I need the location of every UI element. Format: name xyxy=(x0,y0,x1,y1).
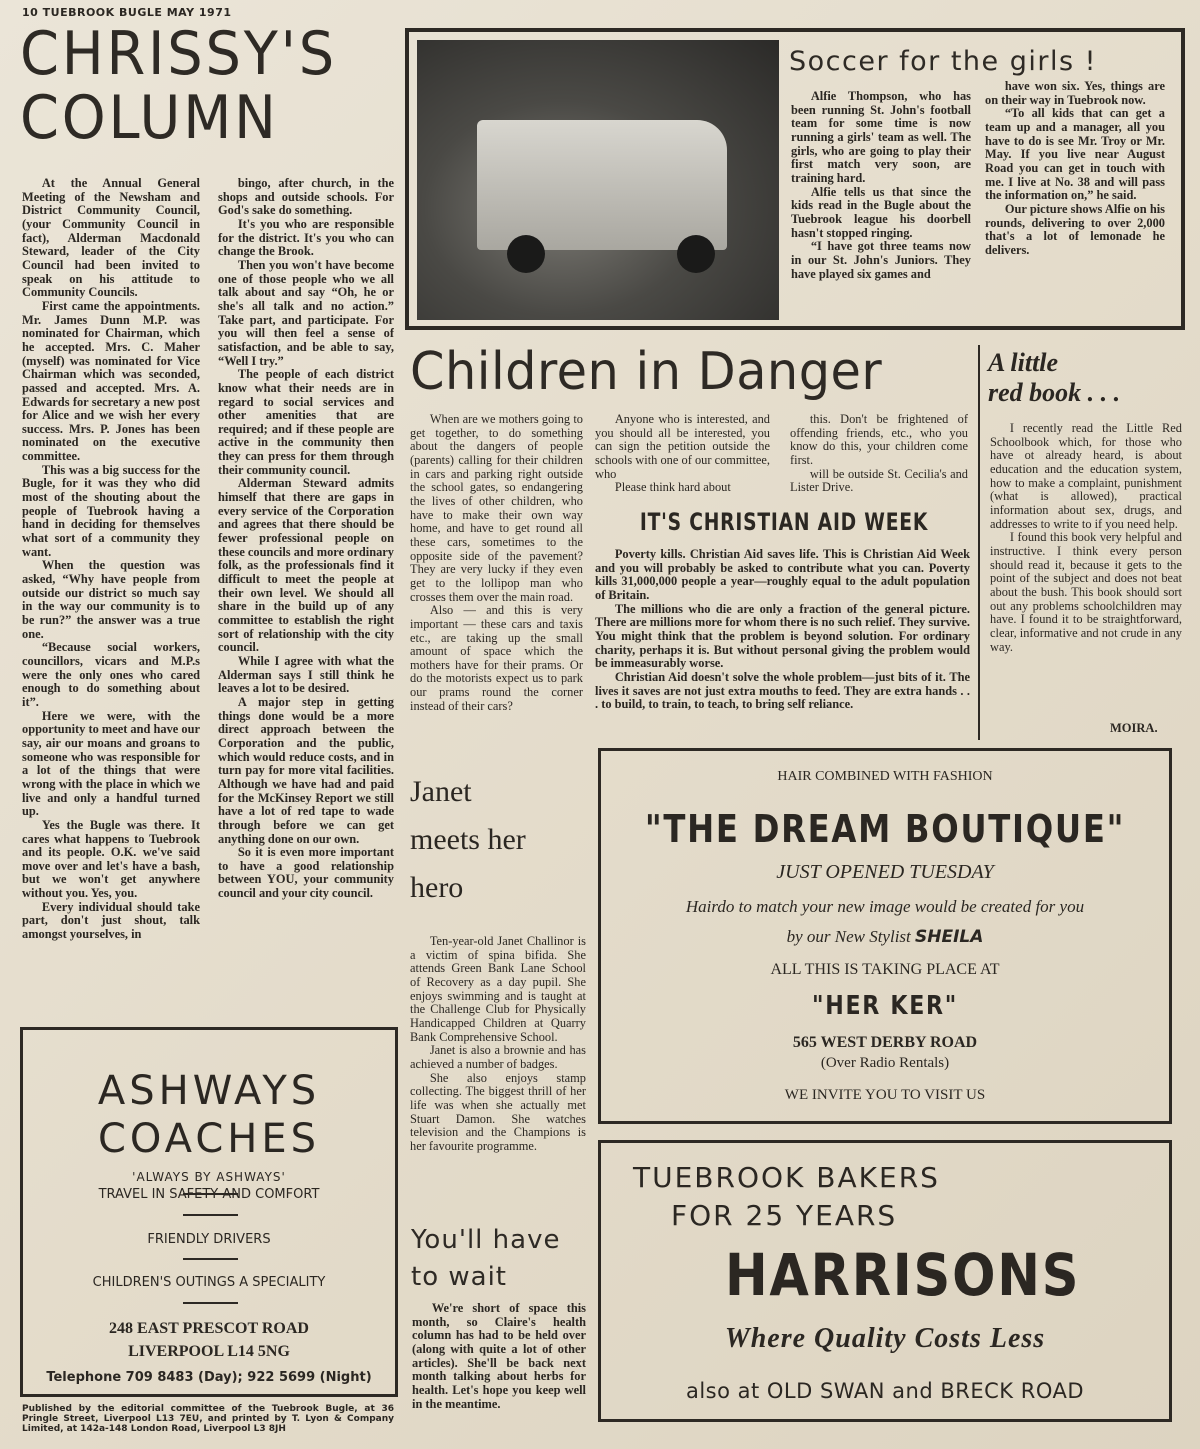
janet-body xyxy=(410,935,586,1215)
paragraph: “To all kids that can get a team up and a manager, all you have to do is see Mr. Troy or Mr. May. If you live near August Road you can get in touch with me. I live at No. 38 and will pass the information on,” he said. xyxy=(985,106,1165,203)
wait-title-2: to wait xyxy=(411,1262,507,1292)
ashways-line2: FRIENDLY DRIVERS xyxy=(147,1232,271,1247)
paragraph: A major step in getting things done would be a more direct approach between the Corporation and the public, which would reduce costs, and in turn pay for more vital facilities. Although we have had and paid for the McKinsey Report we still have a lot of red tape to wade through before we can get anything done on our own. xyxy=(218,694,394,846)
ashways-telephone: Telephone 709 8483 (Day); 922 5699 (Night) xyxy=(46,1370,372,1385)
ashways-name-2: COACHES xyxy=(97,1116,321,1162)
boutique-address-note: (Over Radio Rentals) xyxy=(820,1055,950,1071)
ashways-line1: TRAVEL IN SAFETY AND COMFORT xyxy=(98,1187,320,1202)
danger-col1 xyxy=(410,413,583,753)
red-book-title xyxy=(988,348,1120,408)
van-wheel xyxy=(507,235,545,273)
ashways-address1: 248 EAST PRESCOT ROAD xyxy=(109,1320,309,1337)
ashways-name-1: ASHWAYS xyxy=(97,1068,321,1114)
christian-aid-title: IT'S CHRISTIAN AID WEEK xyxy=(639,508,929,536)
wait-title xyxy=(411,1222,560,1296)
red-book-body xyxy=(990,422,1182,722)
paragraph: It's you who are responsible for the district. It's you who can change the Brook. xyxy=(218,216,394,259)
chrissy-title-line2: COLUMN xyxy=(20,83,279,153)
soccer-story-box xyxy=(405,28,1185,330)
paragraph: Then you won't have become one of those people who we all talk about and say “Oh, he or she's all talk and no action.” Take part, and participate. For you will then feel a sense of satisfaction, and be able to say, “Well I try.” xyxy=(218,257,394,368)
paragraph: will be outside St. Cecilia's and Lister Drive. xyxy=(790,466,968,495)
paragraph: I recently read the Little Red Schoolbook which, for those who have ot already heard, is about education and the education system, how to make a complaint, punishment (what is allowed), practical information about sex, drugs, and addresses to write to if you need help. xyxy=(990,422,1182,531)
chrissy-title xyxy=(20,19,337,153)
divider xyxy=(183,1258,238,1260)
paragraph: Poverty kills. Christian Aid saves life. This is Christian Aid Week and you will probably be asked to contribute what you can. Poverty kills 31,000,000 people a year—roughly equal to the adult population of Britain. xyxy=(595,548,970,602)
janet-title xyxy=(410,768,526,912)
paragraph: This was a big success for the Bugle, for it was they who did most of the shouting about the people of Tuebrook having a hand in deciding for themselves what sort of a community they want. xyxy=(22,462,200,559)
paragraph: Alfie tells us that since the kids read in the Bugle about the Tuebrook league his doorbell hasn't stopped ringing. xyxy=(791,184,971,240)
paragraph: We're short of space this month, so Claire's health column has had to be held over (along with quite a lot of other articles). She'll be back next month talking about herbs for health. Let's hope you keep well in the meantime. xyxy=(412,1302,586,1411)
divider xyxy=(183,1302,238,1304)
paragraph: Alfie Thompson, who has been running St. John's football team for some time is now running a girls' team as well. The girls, who are going to play their first match very soon, are training hard. xyxy=(791,90,971,185)
paragraph: The millions who die are only a fraction of the general picture. There are millions more for whom there is no such relief. They survive. You might think that the problem is beyond solution. For ordinary charity, perhaps it is. But without personal giving the problem would be immeasurably worse. xyxy=(595,601,970,671)
paragraph: Also — and this is very important — these cars and taxis etc., are taking up the small amount of space which the mothers have for their prams. Or do the motorists expect us to park our prams round the corner instead of their cars? xyxy=(410,603,583,713)
harrisons-branches: also at OLD SWAN and BRECK ROAD xyxy=(685,1379,1085,1403)
boutique-venue: "HER KER" xyxy=(812,991,958,1021)
column-rule xyxy=(978,345,980,740)
red-book-title-1: A little xyxy=(988,348,1059,377)
paragraph: Our picture shows Alfie on his rounds, delivering to over 2,000 that's a lot of lemonade he delivers. xyxy=(985,201,1165,257)
ashways-ad xyxy=(20,1027,398,1397)
soccer-title: Soccer for the girls ! xyxy=(789,46,1097,77)
red-book-title-2: red book . . . xyxy=(988,378,1121,407)
soccer-col1 xyxy=(791,90,971,320)
boutique-address: 565 WEST DERBY ROAD xyxy=(792,1034,978,1051)
paragraph: When are we mothers going to get together, to do something about the dangers of people (parents) calling for their children in cars and parking right outside the school gates, so endangering the lives of other children, who have to make their own way home, and have to get round all these cars, sometimes to the opposite side of the pavement? They are very lucky if they even get to the lollipop man who crosses them over the main road. xyxy=(410,413,583,604)
boutique-line1: Hairdo to match your new image would be created for you xyxy=(685,897,1085,916)
boutique-line3: ALL THIS IS TAKING PLACE AT xyxy=(770,961,1000,978)
danger-col3 xyxy=(790,413,968,503)
harrisons-ad xyxy=(598,1140,1172,1422)
paragraph: When the question was asked, “Why have people from outside our district so much say in the way our community is to be run?” the answer was a true one. xyxy=(22,558,200,641)
harrisons-slogan: Where Quality Costs Less xyxy=(724,1323,1046,1354)
paragraph: Janet is also a brownie and has achieved a number of badges. xyxy=(410,1043,586,1071)
boutique-stylist: SHEILA xyxy=(915,927,984,947)
boutique-line2-prefix: by our New Stylist xyxy=(786,927,911,946)
paragraph: The people of each district know what their needs are in regard to social services and other amenities that are required; and if these people are active in the community then they can press for them through their community council. xyxy=(218,367,394,477)
paragraph: this. Don't be frightened of offending friends, etc., who you know do this, your children come first. xyxy=(790,413,968,467)
paragraph: First came the appointments. Mr. James Dunn M.P. was nominated for Chairman, which he accepted. Mrs. C. Maher (myself) was nominated for Vice Chairman which was seconded, passed and accepted. Mrs. A. Edwards for secretary a new post for Alice and we wish her every success. Mrs. P. Jones has been nominated on the executive committee. xyxy=(22,298,200,464)
harrisons-line2: FOR 25 YEARS xyxy=(671,1199,898,1232)
paragraph: She also enjoys stamp collecting. The biggest thrill of her life was when she actually met Stuart Damon. She watches television and the Champions is her favourite programme. xyxy=(410,1070,586,1153)
paragraph: Anyone who is interested, and you should all be interested, you can sign the petition outside the schools with one of our committee, who xyxy=(595,413,770,481)
harrisons-line1: TUEBROOK BAKERS xyxy=(633,1161,940,1194)
photo-lemonade-van xyxy=(417,40,779,320)
divider xyxy=(183,1214,238,1216)
boutique-tagline: HAIR COMBINED WITH FASHION xyxy=(777,769,993,784)
christian-aid-body xyxy=(595,548,970,738)
chrissy-col1 xyxy=(22,177,200,1012)
boutique-line2 xyxy=(601,927,1169,947)
paragraph: Every individual should take part, don't just shout, talk amongst yourselves, in xyxy=(22,899,200,942)
paragraph: I found this book very helpful and instructive. I think every person should read it, because it gets to the point of the subject and does not beat about the bush. This book should sort out any problems schoolchildren may have. I found it to be straightforward, clear, informative and not crude in any way. xyxy=(990,530,1182,654)
ashways-line3: CHILDREN'S OUTINGS A SPECIALITY xyxy=(92,1275,326,1290)
wait-title-1: You'll have xyxy=(411,1225,561,1255)
paragraph: “I have got three teams now in our St. John's Juniors. They have played six games and xyxy=(791,239,971,281)
soccer-col2 xyxy=(985,80,1165,320)
red-book-signature: MOIRA. xyxy=(1110,721,1158,735)
boutique-name: "THE DREAM BOUTIQUE" xyxy=(644,807,1126,851)
van-wheel xyxy=(677,235,715,273)
paragraph: bingo, after church, in the shops and outside schools. For God's sake do something. xyxy=(218,177,394,218)
paragraph: Ten-year-old Janet Challinor is a victim of spina bifida. She attends Green Bank Lane School of Recovery as a day pupil. She enjoys swimming and is taught at the Challenge Club for Physically Handicapped Children at Quarry Bank Comprehensive School. xyxy=(410,935,586,1044)
boutique-invite: WE INVITE YOU TO VISIT US xyxy=(784,1087,986,1103)
paragraph: So it is even more important to have a good relationship between YOU, your community council and your city council. xyxy=(218,845,394,901)
paragraph: have won six. Yes, things are on their way in Tuebrook now. xyxy=(985,80,1165,107)
paragraph: Yes the Bugle was there. It cares what happens to Tuebrook and its people. O.K. we've said move over and let's have a bash, but we won't get anywhere without you. Yes, you. xyxy=(22,817,200,901)
harrisons-name: HARRISONS xyxy=(724,1241,1081,1309)
paragraph: At the Annual General Meeting of the Newsham and District Community Council, (your Community Council in fact), Alderman Macdonald Steward, leader of the City Council had been invited to speak on his attitude to Community Councils. xyxy=(22,177,200,300)
paragraph: “Because social workers, councillors, vicars and M.P.s were the only ones who cared enough to do something about it”. xyxy=(22,640,200,709)
paragraph: While I agree with what the Alderman says I still think he leaves a lot to be desired. xyxy=(218,653,394,696)
danger-col2 xyxy=(595,413,770,503)
paragraph: Alderman Steward admits himself that there are gaps in every service of the Corporation and agrees that there should be fewer professional people on these councils and more ordinary folk, as the professionals find it difficult to meet the people at their own level. We should all share in the build up of any committee to establish the right sort of relationship with the city council. xyxy=(218,476,394,655)
chrissy-title-line1: CHRISSY'S xyxy=(20,19,337,89)
ashways-slogan: 'ALWAYS BY ASHWAYS' xyxy=(132,1170,286,1184)
paragraph: Here we were, with the opportunity to meet and have our say, air our moans and groans to someone who was responsible for a lot of the things that were wrong with the place in which we live and only a handful turned up. xyxy=(22,708,200,819)
janet-title-3: hero xyxy=(410,871,464,904)
janet-title-2: meets her xyxy=(410,823,526,856)
dream-boutique-ad xyxy=(598,748,1172,1124)
boutique-opened: JUST OPENED TUESDAY xyxy=(776,861,994,883)
danger-title: Children in Danger xyxy=(410,342,883,402)
paragraph: Christian Aid doesn't solve the whole problem—just bits of it. The lives it saves are not just extra mouths to feed. They are extra hands . . . to build, to train, to teach, to bring self reliance. xyxy=(595,669,970,712)
masthead: 10 TUEBROOK BUGLE MAY 1971 xyxy=(22,6,232,19)
imprint: Published by the editorial committee of the Tuebrook Bugle, at 36 Pringle Street, Liverpool L13 7EU, and printed by T. Lyon & Company Limited, at 142a-148 London Road, Liverpool L3 8JH xyxy=(22,1404,394,1434)
chrissy-col2 xyxy=(218,177,394,1012)
janet-title-1: Janet xyxy=(410,775,472,808)
van-shape xyxy=(477,120,727,250)
ashways-address2: LIVERPOOL L14 5NG xyxy=(128,1343,290,1360)
paragraph: Please think hard about xyxy=(614,480,731,495)
wait-body xyxy=(412,1302,586,1422)
